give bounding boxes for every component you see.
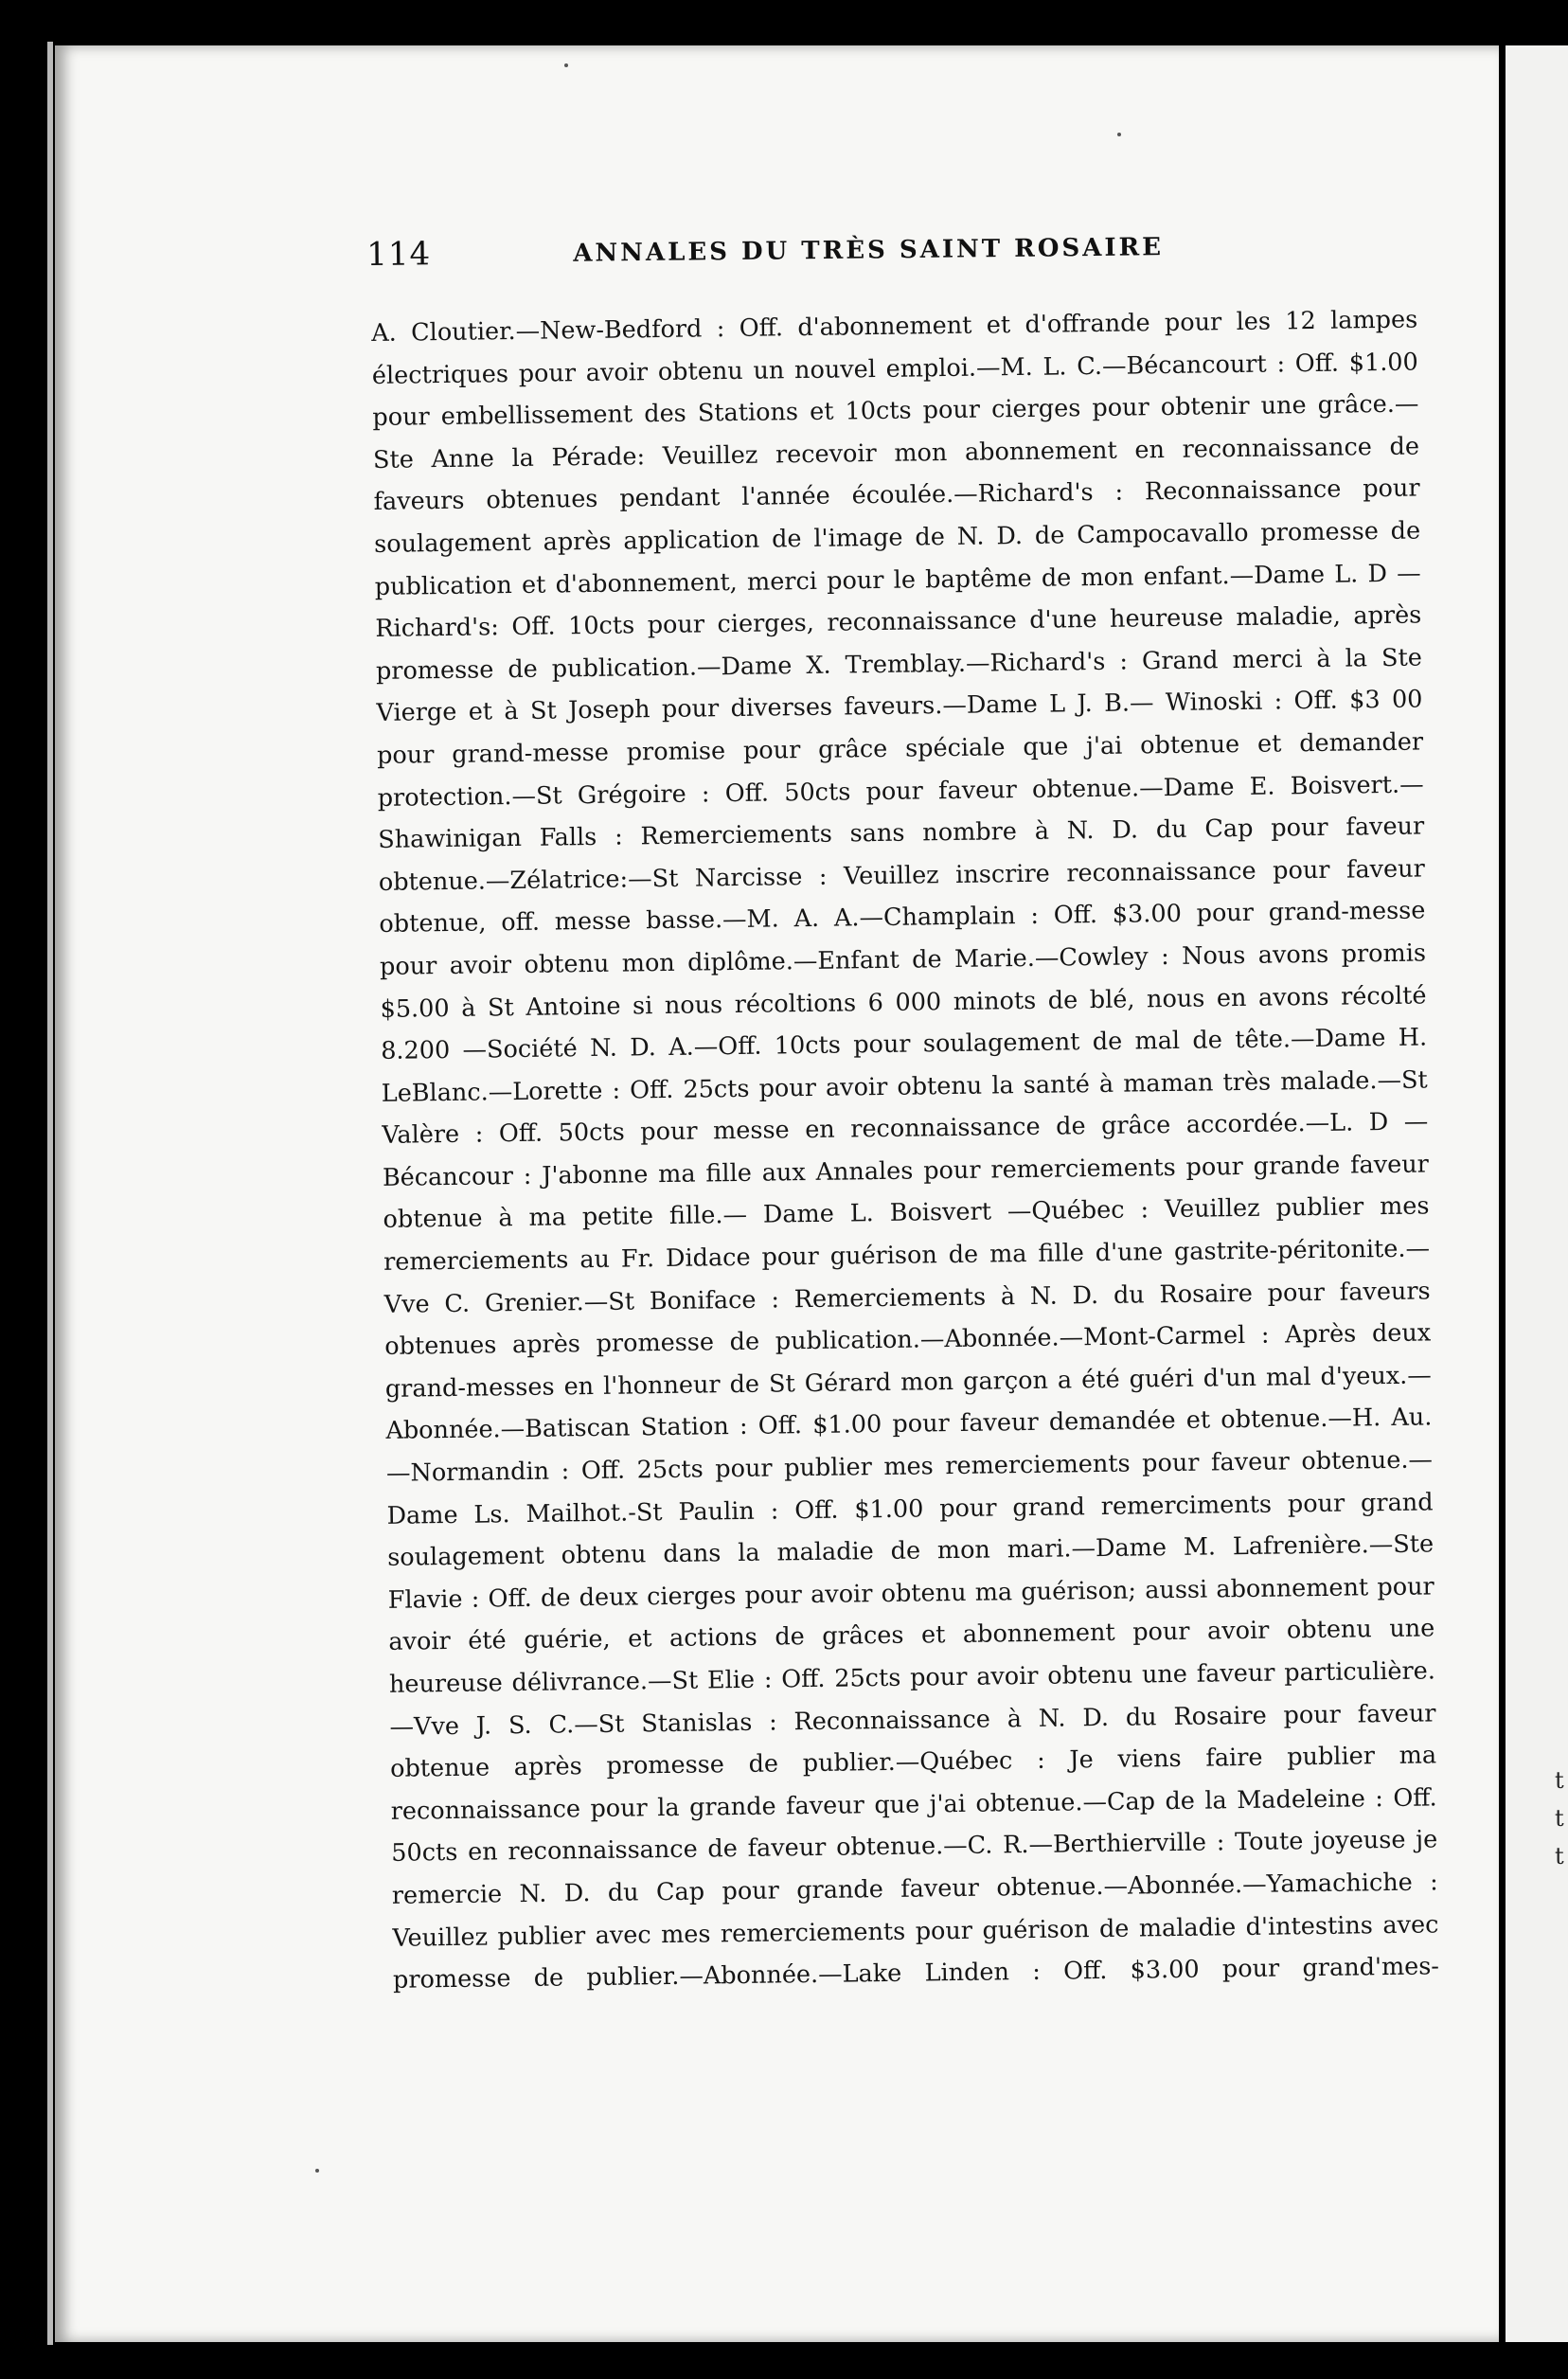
body-paragraph: A. Cloutier.—New-Bedford : Off. d'abonnement et d'offrande pour les 12 lampes électriques pour avoir obtenu un nouvel emploi.—M. L. C.—Bécancourt : Off. $1.00 pour embellissement des Stations et 10cts pour cierges pour obtenir une grâce.—Ste Anne la Pérade: Veuillez recevoir mon abonnement en reconnaissance de faveurs obtenues pendant l'année écoulée.—Richard's : Reconnaissance pour soulagement après application de l'image de N. D. de Campocavallo promesse de publication et d'abonnement, merci pour le baptême de mon enfant.—Dame L. D —Richard's: Off. 10cts pour cierges, reconnaissance d'une heureuse maladie, après promesse de publication.—Dame X. Tremblay.—Richard's : Grand merci à la Ste Vierge et à St Joseph pour diverses faveurs.—Dame L J. B.— Winoski : Off. $3 00 pour grand-messe promise pour grâce spéciale que j'ai obtenue et demander protection.—St Grégoire : Off. 50cts pour faveur obtenue.—Dame E. Boisvert.—Shawinigan Falls : Remerciements sans nombre à N. D. du Cap pour faveur obtenue.—Zélatrice:—St Narcisse : Veuillez inscrire reconnaissance pour faveur obtenue, off. messe basse.—M. A. A.—Champlain : Off. $3.00 pour grand-messe pour avoir obtenu mon diplôme.—Enfant de Marie.—Cowley : Nous avons promis $5.00 à St Antoine si nous récoltions 6 000 minots de blé, nous en avons récolté 8.200 —Société N. D. A.—Off. 10cts pour soulagement de mal de tête.—Dame H. LeBlanc.—Lorette : Off. 25cts pour avoir obtenu la santé à maman très malade.—St Valère : Off. 50cts pour messe en reconnaissance de grâce accordée.—L. D —Bécancour : J'abonne ma fille aux Annales pour remerciements pour grande faveur obtenue à ma petite fille.— Dame L. Boisvert —Québec : Veuillez publier mes remerciements au Fr. Didace pour guérison de ma fille d'une gastrite-péritonite.—Vve C. Grenier.—St Boniface : Remerciements à N. D. du Rosaire pour faveurs obtenues après promesse de publication.—Abonnée.—Mont-Carmel : Après deux grand-messes en l'honneur de St Gérard mon garçon a été guéri d'un mal d'yeux.—Abonnée.—Batiscan Station : Off. $1.00 pour faveur demandée et obtenue.—H. Au.—Normandin : Off. 25cts pour publier mes remerciements pour faveur obtenue.—Dame Ls. Mailhot.-St Paulin : Off. $1.00 pour grand remerciments pour grand soulagement obtenu dans la maladie de mon mari.—Dame M. Lafrenière.—Ste Flavie : Off. de deux cierges pour avoir obtenu ma guérison; aussi abonnement pour avoir été guérie, et actions de grâces et abonnement pour avoir obtenu une heureuse délivrance.—St Elie : Off. 25cts pour avoir obtenu une faveur particulière.—Vve J. S. C.—St Stanislas : Reconnaissance à N. D. du Rosaire pour faveur obtenue après promesse de publier.—Québec : Je viens faire publier ma reconnaissance pour la grande faveur que j'ai obtenue.—Cap de la Madeleine : Off. 50cts en reconnaissance de faveur obtenue.—C. R.—Berthierville : Toute joyeuse je remercie N. D. du Cap pour grande faveur obtenue.—Abonnée.—Yamachiche : Veuillez publier avec mes remerciements pour guérison de maladie d'intestins avec promesse de publier.—Abonnée.—Lake Linden : Off. $3.00 pour grand'mes- bbox=[371, 305, 1440, 1995]
adjacent-page-text-fragment: t t t bbox=[1555, 1767, 1564, 1869]
page-number: 114 bbox=[366, 235, 432, 274]
running-title: ANNALES DU TRÈS SAINT ROSAIRE bbox=[573, 233, 1165, 268]
page-edge-shadow bbox=[47, 42, 53, 2345]
dust-speck bbox=[315, 2169, 319, 2173]
dust-speck bbox=[564, 63, 568, 67]
page-body bbox=[371, 299, 1439, 2002]
dust-speck bbox=[1117, 133, 1121, 136]
adjacent-page-edge bbox=[1506, 45, 1568, 2342]
